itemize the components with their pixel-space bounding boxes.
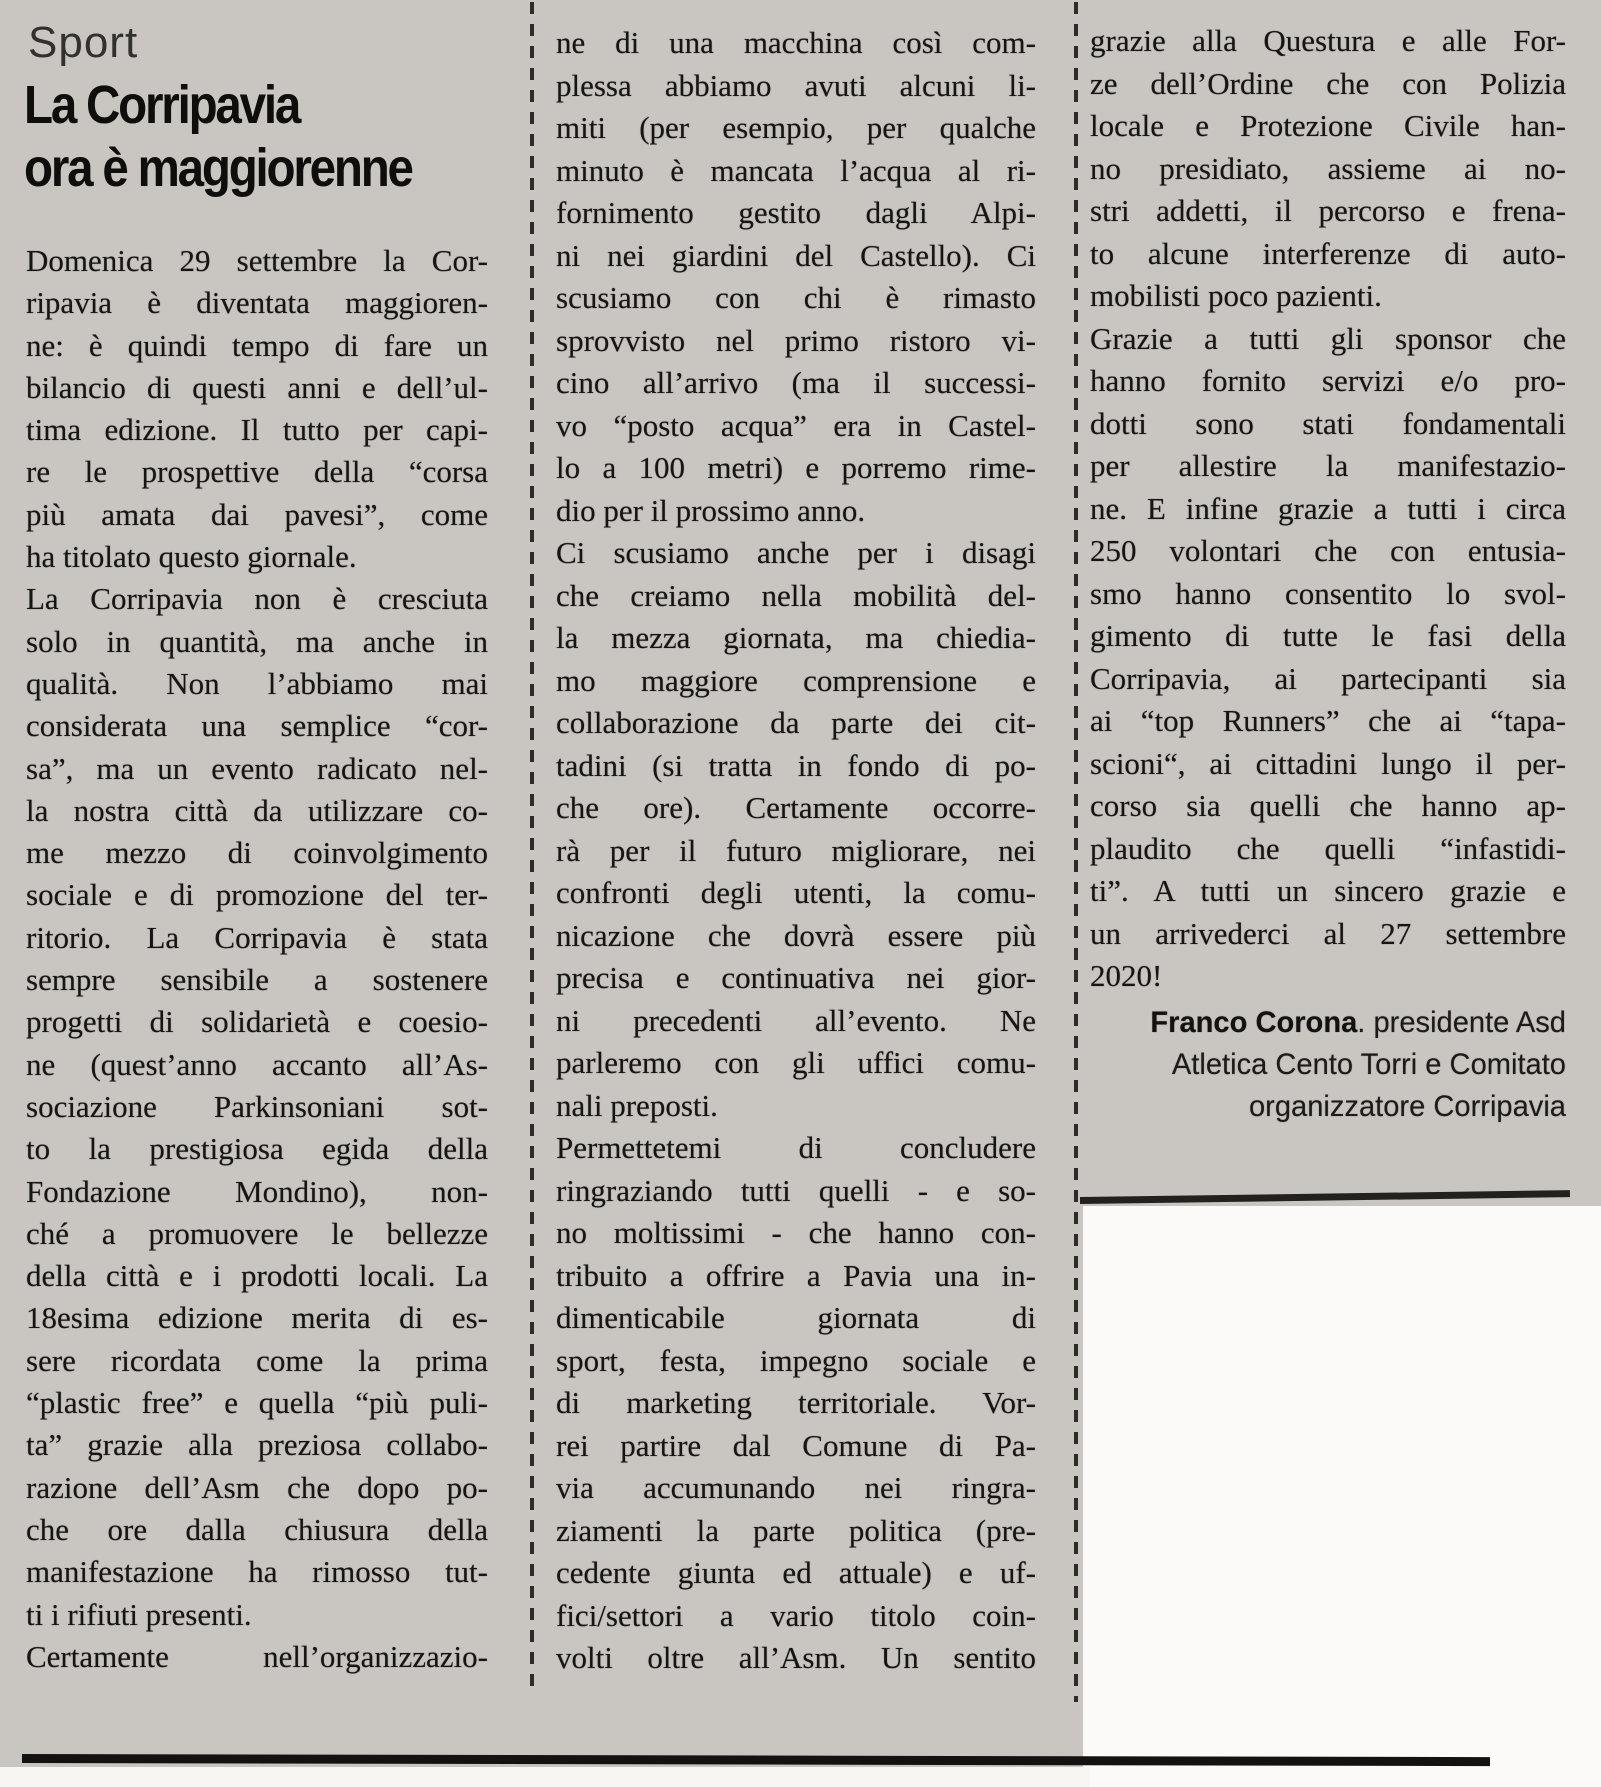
article-text-line: 18esima edizione merita di es-	[26, 1300, 488, 1336]
article-text-line: Fondazione Mondino), non-	[26, 1173, 488, 1209]
article-text-line: cino all’arrivo (ma il successi-	[556, 365, 1036, 400]
headline-line-1: La Corripavia	[24, 75, 300, 135]
article-text-line: che creiamo nella mobilità del-	[556, 577, 1036, 613]
article-text-line: di marketing territoriale. Vor-	[556, 1385, 1036, 1420]
article-text-line: qualità. Non l’abbiamo mai	[26, 665, 488, 701]
article-text-line: dimenticabile giornata di	[556, 1300, 1036, 1335]
article-text-line: scusiamo con chi è rimasto	[556, 280, 1036, 315]
article-text-line: ziamenti la parte politica (pre-	[556, 1512, 1036, 1548]
article-text-line: 250 volontari che con entusia-	[1090, 533, 1566, 568]
article-text-line: cedente giunta ed attuale) e uf-	[556, 1555, 1036, 1590]
signature-line-3: organizzatore Corripavia	[1248, 1090, 1566, 1123]
scanner-background-bottom	[0, 1767, 1090, 1787]
article-text-line: locale e Protezione Civile han-	[1090, 108, 1566, 143]
article-text-line: bilancio di questi anni e dell’ul-	[26, 369, 488, 405]
article-text-line: to alcune interferenze di auto-	[1090, 235, 1566, 271]
article-text-line: nali preposti.	[556, 1087, 718, 1123]
article-text-line: no moltissimi - che hanno con-	[556, 1215, 1036, 1250]
article-text-line: mobilisti poco pazienti.	[1090, 278, 1382, 313]
article-text-line: che ore dalla chiusura della	[26, 1511, 488, 1547]
article-text-line: razione dell’Asm che dopo po-	[26, 1469, 488, 1505]
article-text-line: la nostra città da utilizzare co-	[26, 792, 488, 828]
article-text-line: fici/settori a vario titolo coin-	[556, 1597, 1036, 1633]
column-separator-dashed-left	[530, 2, 534, 1696]
article-text-line: precisa e continuativa nei gior-	[556, 960, 1036, 995]
article-text-line: Grazie a tutti gli sponsor che	[1090, 320, 1566, 356]
article-text-line: tadini (si tratta in fondo di po-	[556, 747, 1036, 783]
article-text-line: più amata dai pavesi”, come	[26, 496, 488, 532]
article-text-line: tima edizione. Il tutto per capi-	[26, 412, 488, 448]
article-text-line: fornimento gestito dagli Alpi-	[556, 195, 1036, 230]
article-text-line: corso sia quelli che hanno ap-	[1090, 788, 1566, 823]
scanner-background-bottom-right	[1083, 1206, 1601, 1787]
article-text-line: dotti sono stati fondamentali	[1090, 405, 1566, 441]
article-text-line: rei partire dal Comune di Pa-	[556, 1427, 1036, 1463]
article-text-line: ze dell’Ordine che con Polizia	[1090, 65, 1566, 101]
signature-block	[1104, 1002, 1566, 1128]
article-text-line: ti”. A tutti un sincero grazie e	[1090, 873, 1566, 908]
article-text-line: ché a promuovere le bellezze	[26, 1215, 488, 1251]
article-text-line: sociale e di promozione del ter-	[26, 877, 488, 913]
article-text-line: “plastic free” e quella “più puli-	[26, 1385, 488, 1421]
article-text-line: considerata una semplice “cor-	[26, 708, 488, 744]
article-text-line: che ore). Certamente occorre-	[556, 790, 1036, 825]
article-column-2	[556, 22, 1036, 1680]
article-text-line: ringraziando tutti quelli - e so-	[556, 1172, 1036, 1208]
article-text-line: mo maggiore comprensione e	[556, 662, 1036, 698]
column-separator-dashed-right	[1074, 2, 1078, 1702]
article-text-line: ni nei giardini del Castello). Ci	[556, 237, 1036, 273]
article-text-line: Permettetemi di concludere	[556, 1130, 1036, 1165]
article-text-line: confronti degli utenti, la comu-	[556, 875, 1036, 910]
article-text-line: ta” grazie alla preziosa collabo-	[26, 1427, 488, 1463]
article-text-line: ha titolato questo giornale.	[26, 539, 357, 575]
article-text-line: sere ricordata come la prima	[26, 1342, 488, 1378]
article-column-1	[26, 240, 488, 1678]
article-text-line: rà per il futuro migliorare, nei	[556, 832, 1036, 868]
article-text-line: Certamente nell’organizzazio-	[26, 1638, 488, 1674]
author-name: Franco Corona	[1150, 1006, 1358, 1039]
article-text-line: Domenica 29 settembre la Cor-	[26, 243, 488, 278]
page-bottom-edge-line	[22, 1754, 1490, 1766]
article-text-line: scioni“, ai cittadini lungo il per-	[1090, 745, 1566, 781]
article-headline	[24, 74, 412, 200]
article-text-line: manifestazione ha rimosso tut-	[26, 1554, 488, 1590]
article-text-line: un arrivederci al 27 settembre	[1090, 915, 1566, 951]
article-text-line: minuto è mancata l’acqua al ri-	[556, 152, 1036, 188]
article-text-line: stri addetti, il percorso e frena-	[1090, 193, 1566, 228]
article-text-line: 2020!	[1090, 958, 1163, 993]
article-text-line: la mezza giornata, ma chiedia-	[556, 620, 1036, 655]
article-text-line: nicazione che dovrà essere più	[556, 917, 1036, 953]
article-text-line: sprovvisto nel primo ristoro vi-	[556, 322, 1036, 358]
article-text-line: volti oltre all’Asm. Un sentito	[556, 1640, 1036, 1675]
article-text-line: plaudito che quelli “infastidi-	[1090, 830, 1566, 866]
article-text-line: grazie alla Questura e alle For-	[1090, 23, 1566, 58]
article-text-line: ti i rifiuti presenti.	[26, 1596, 252, 1632]
article-text-line: ne (quest’anno accanto all’As-	[26, 1046, 488, 1082]
article-text-line: gimento di tutte le fasi della	[1090, 618, 1566, 653]
article-text-line: Ci scusiamo anche per i disagi	[556, 535, 1036, 570]
article-text-line: ai “top Runners” che ai “tapa-	[1090, 703, 1566, 738]
article-text-line: hanno fornito servizi e/o pro-	[1090, 363, 1566, 398]
article-text-line: vo “posto acqua” era in Castel-	[556, 407, 1036, 443]
clipping-edge-shadow	[1080, 1190, 1570, 1204]
article-text-line: sa”, ma un evento radicato nel-	[26, 750, 488, 786]
article-text-line: ne. E infine grazie a tutti i circa	[1090, 490, 1566, 526]
article-text-line: parleremo con gli uffici comu-	[556, 1045, 1036, 1080]
article-text-line: tribuito a offrire a Pavia una in-	[556, 1257, 1036, 1293]
article-text-line: La Corripavia non è cresciuta	[26, 581, 488, 617]
article-text-line: ne: è quindi tempo di fare un	[26, 327, 488, 363]
article-text-line: Corripavia, ai partecipanti sia	[1090, 660, 1566, 696]
section-kicker: Sport	[28, 18, 139, 67]
article-text-line: ritorio. La Corripavia è stata	[26, 919, 488, 955]
article-text-line: plessa abbiamo avuti alcuni li-	[556, 67, 1036, 103]
article-text-line: sociazione Parkinsoniani sot-	[26, 1088, 488, 1124]
article-text-line: sempre sensibile a sostenere	[26, 962, 488, 998]
article-column-3	[1090, 20, 1566, 998]
headline-line-2: ora è maggiorenne	[24, 138, 412, 198]
article-text-line: per allestire la manifestazio-	[1090, 448, 1566, 483]
article-text-line: sport, festa, impegno sociale e	[556, 1342, 1036, 1378]
article-text-line: della città e i prodotti locali. La	[26, 1258, 488, 1294]
article-text-line: via accumunando nei ringra-	[556, 1470, 1036, 1505]
author-role: . presidente Asd	[1357, 1006, 1566, 1039]
article-text-line: miti (per esempio, per qualche	[556, 110, 1036, 145]
article-text-line: dio per il prossimo anno.	[556, 492, 866, 528]
article-text-line: solo in quantità, ma anche in	[26, 623, 488, 659]
article-text-line: ni precedenti all’evento. Ne	[556, 1002, 1036, 1038]
article-text-line: re le prospettive della “corsa	[26, 454, 488, 490]
article-text-line: collaborazione da parte dei cit-	[556, 705, 1036, 740]
article-text-line: progetti di solidarietà e coesio-	[26, 1004, 488, 1040]
article-text-line: me mezzo di coinvolgimento	[26, 835, 488, 871]
signature-line-2: Atletica Cento Torri e Comitato	[1171, 1048, 1566, 1081]
signature-line-1	[1104, 1002, 1566, 1044]
article-text-line: ripavia è diventata maggioren-	[26, 285, 488, 321]
article-text-line: to la prestigiosa egida della	[26, 1131, 488, 1167]
article-text-line: lo a 100 metri) e porremo rime-	[556, 450, 1036, 485]
article-text-line: smo hanno consentito lo svol-	[1090, 575, 1566, 611]
article-text-line: ne di una macchina così com-	[556, 25, 1036, 60]
article-text-line: no presidiato, assieme ai no-	[1090, 150, 1566, 186]
